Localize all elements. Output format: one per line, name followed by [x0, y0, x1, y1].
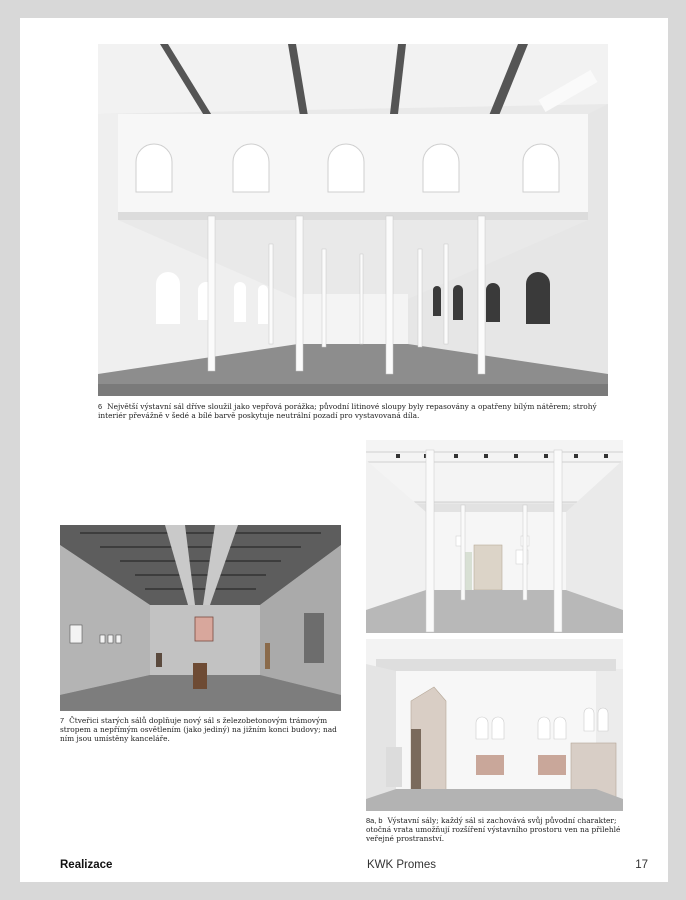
- caption-8: [366, 816, 628, 844]
- footer-section: Realizace: [60, 859, 113, 871]
- caption-6-text: Největší výstavní sál dříve sloužil jako vepřová porážka; původní litinové sloupy byly repasovány a opatřeny bílým nátěrem; strohý interiér převážně v šedé a bílé barvě poskytuje neutrální pozadí pro vystavovaná díla.: [98, 402, 597, 421]
- caption-6: [98, 402, 603, 420]
- caption-7-text: Čtveřici starých sálů doplňuje nový sál s železobetonovým trámovým stropem a nepřímým osvětlením (jako jediný) na jižním konci budovy; nad ním jsou umístěny kanceláře.: [60, 716, 337, 744]
- photo-concrete-hall: [60, 525, 341, 711]
- caption-6-number: 6: [98, 402, 103, 411]
- caption-8-text: Výstavní sály; každý sál si zachovává svůj původní charakter; otočná vrata umožňují rozšíření výstavního prostoru ven na přilehlé veřejné prostranství.: [366, 816, 621, 844]
- caption-8-number: 8a, b: [366, 816, 383, 825]
- photo-white-hall-windows: [366, 639, 623, 811]
- footer-project: KWK Promes: [367, 859, 437, 871]
- photo-white-hall-columns: [366, 440, 623, 633]
- caption-7-number: 7: [60, 716, 65, 725]
- page-number: 17: [635, 859, 648, 871]
- photo-main-hall: [98, 44, 608, 396]
- caption-7: [60, 716, 345, 744]
- magazine-page: [20, 18, 668, 882]
